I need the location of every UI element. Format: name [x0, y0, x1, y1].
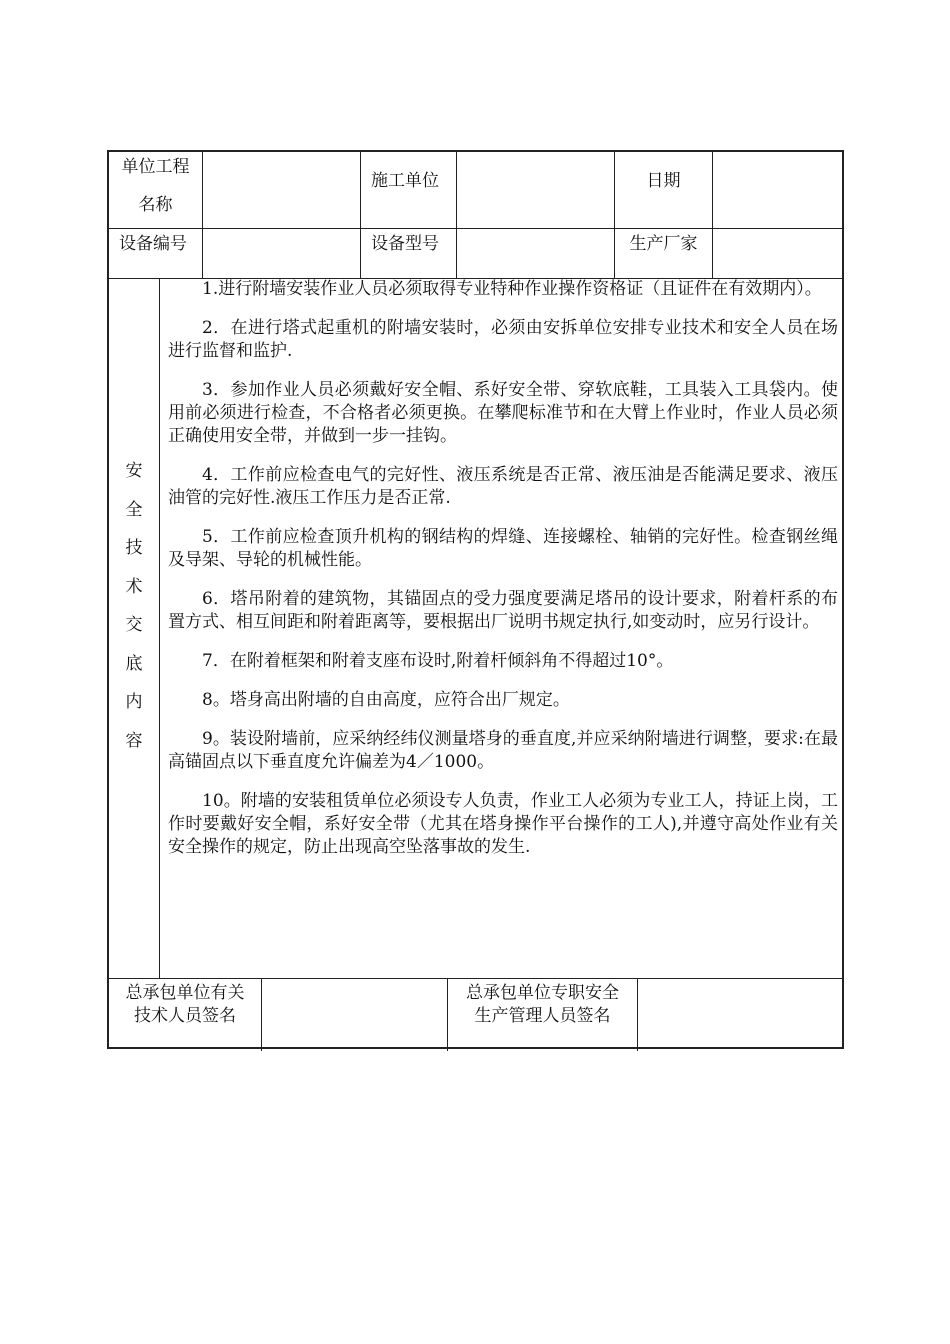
briefing-item: 3．参加作业人员必须戴好安全帽、系好安全带、穿软底鞋，工具装入工具袋内。使用前必须进行检查，不合格者必须更换。在攀爬标准节和在大臂上作业时，作业人员必须正确使用安全带，并做到一步一挂钩。: [168, 380, 838, 446]
section-label-char: 底: [125, 653, 143, 674]
section-label-char: 交: [125, 615, 143, 635]
manufacturer-label: 生产厂家: [629, 234, 698, 254]
section-label-char: 技: [125, 538, 143, 558]
project-name-field[interactable]: [203, 152, 360, 228]
briefing-item: 10。附墙的安装租赁单位必须设专人负责，作业工人必须为专业工人，持证上岗，工作时要戴好安全帽，系好安全带（尤其在塔身操作平台操作的工人),并遵守高处作业有关安全操作的规定，防止出现高空坠落事故的发生.: [168, 791, 838, 857]
equipment-number-label: 设备编号: [119, 234, 187, 254]
briefing-item: 7．在附着框架和附着支座布设时,附着杆倾斜角不得超过10°。: [202, 651, 674, 671]
briefing-item: 8。塔身高出附墙的自由高度，应符合出厂规定。: [202, 690, 570, 710]
equipment-number-field[interactable]: [203, 229, 360, 278]
date-field[interactable]: [713, 152, 842, 228]
tech-signature-label: [109, 982, 261, 1028]
safety-signature-field[interactable]: [638, 979, 842, 1051]
project-name-label-line2: 名称: [138, 195, 173, 215]
project-name-label-line1: 单位工程: [121, 157, 190, 177]
briefing-item: 2．在进行塔式起重机的附墙安装时，必须由安拆单位安排专业技术和安全人员在场进行监督和监护.: [168, 318, 838, 361]
equipment-model-label: 设备型号: [371, 234, 439, 254]
project-name-label: [109, 148, 202, 224]
section-label-char: 全: [125, 499, 143, 520]
col-divider: [159, 278, 160, 978]
col-divider: [360, 152, 361, 278]
tech-signature-label-line1: 总承包单位有关: [125, 983, 245, 1003]
briefing-content: [168, 278, 838, 875]
section-label-char: 容: [125, 730, 143, 751]
safety-briefing-form: [107, 150, 844, 1049]
briefing-item: 4．工作前应检查电气的完好性、液压系统是否正常、液压油是否能满足要求、液压油管的完好性.液压工作压力是否正常.: [168, 465, 838, 508]
section-label-vertical: [109, 452, 159, 760]
briefing-item: 9。装设附墙前，应采纳经纬仪测量塔身的垂直度,并应采纳附墙进行调整，要求:在最高锚固点以下垂直度允许偏差为4／1000。: [168, 729, 838, 772]
date-label: 日期: [646, 171, 681, 191]
briefing-item: 5．工作前应检查顶升机构的钢结构的焊缝、连接螺栓、轴销的完好性。检查钢丝绳及导架、导轮的机械性能。: [168, 527, 838, 570]
tech-signature-field[interactable]: [262, 979, 447, 1051]
briefing-item: 1.进行附墙安装作业人员必须取得专业特种作业操作资格证（且证件在有效期内）。: [202, 279, 822, 299]
section-label-char: 术: [125, 576, 143, 597]
manufacturer-field[interactable]: [713, 229, 842, 278]
contractor-field[interactable]: [457, 152, 614, 228]
safety-signature-label-line1: 总承包单位专职安全: [466, 983, 619, 1003]
section-label-char: 内: [125, 692, 143, 712]
safety-signature-label-line2: 生产管理人员签名: [474, 1006, 611, 1026]
safety-signature-label: [448, 982, 637, 1028]
equipment-model-field[interactable]: [457, 229, 614, 278]
section-label-char: 安: [125, 461, 143, 481]
contractor-label: 施工单位: [371, 171, 439, 191]
briefing-item: 6．塔吊附着的建筑物，其锚固点的受力强度要满足塔吊的设计要求，附着杆系的布置方式、相互间距和附着距离等，要根据出厂说明书规定执行,如变动时，应另行设计。: [168, 589, 838, 632]
tech-signature-label-line2: 技术人员签名: [134, 1006, 236, 1026]
